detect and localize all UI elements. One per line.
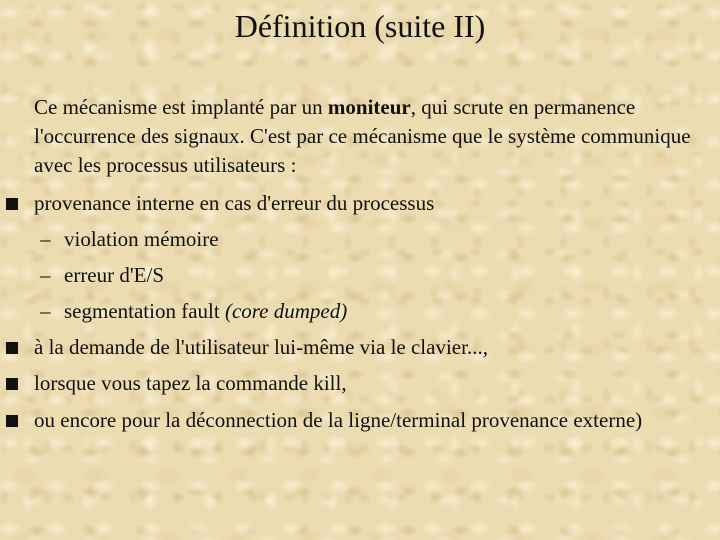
dash-bullet: – xyxy=(40,227,51,251)
dash-bullet: – xyxy=(40,299,51,323)
bullet-item-user-request: à la demande de l'utilisateur lui-même via le clavier..., xyxy=(34,335,488,359)
intro-text-end: , qui scrute en permanence l'occurrence des signaux. C'est par ce mécanisme que le système communique avec les processus utilisateurs : xyxy=(34,95,691,177)
square-bullet-icon xyxy=(6,198,18,210)
intro-bold-term: moniteur xyxy=(327,95,411,119)
sub-item-segfault xyxy=(40,297,347,326)
intro-paragraph xyxy=(34,93,704,180)
sub-item-italic-note: (core dumped) xyxy=(224,299,348,323)
square-bullet-icon xyxy=(6,378,18,390)
sub-item-label: segmentation fault xyxy=(64,299,225,323)
square-bullet-icon xyxy=(6,342,18,354)
square-bullet-icon xyxy=(6,415,18,427)
intro-text-start: Ce mécanisme est implanté par un xyxy=(34,95,328,119)
dash-bullet: – xyxy=(40,263,51,287)
sub-item-io-error xyxy=(40,261,164,290)
sub-item-memory-violation xyxy=(40,225,219,254)
bullet-item-internal: provenance interne en cas d'erreur du processus xyxy=(34,191,435,215)
slide-title: Définition (suite II) xyxy=(234,8,486,44)
bullet-item-disconnection: ou encore pour la déconnection de la ligne/terminal provenance externe) xyxy=(34,408,643,432)
sub-item-label: erreur d'E/S xyxy=(64,263,164,287)
sub-item-label: violation mémoire xyxy=(64,227,219,251)
bullet-item-kill-command: lorsque vous tapez la commande kill, xyxy=(34,371,347,395)
